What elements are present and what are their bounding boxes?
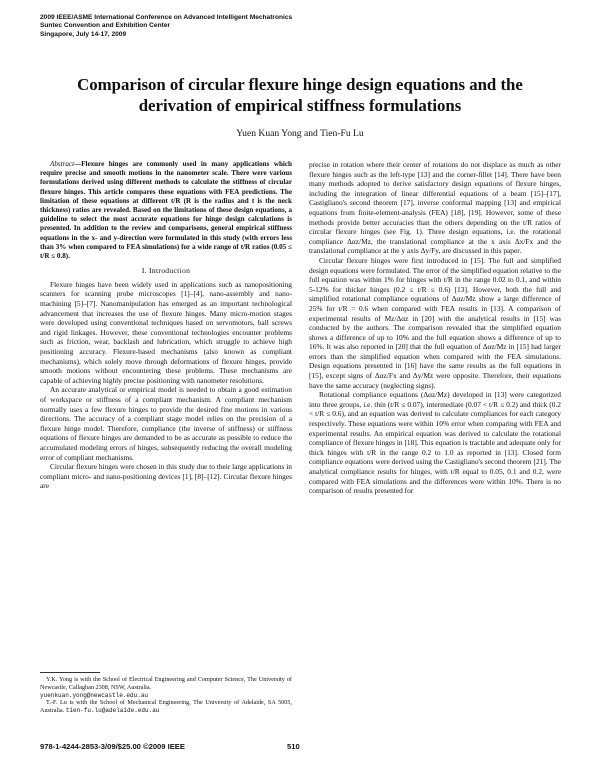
- footnote-author2-text: T.-F. Lu is with the School of Mechanical Engineering, The University of Adelaide, SA 5005, Australia.: [40, 699, 292, 715]
- author-footnotes: [40, 672, 292, 715]
- footer-isbn: 978-1-4244-2853-3/09/$25.00 ©2009 IEEE: [40, 742, 185, 751]
- left-column: [40, 160, 292, 491]
- footnote-email2: tien-fu.lu@adelaide.edu.au: [65, 707, 160, 715]
- conference-header: [40, 14, 340, 39]
- conference-date: Singapore, July 14-17, 2009: [40, 30, 127, 38]
- intro-paragraph: Circular flexure hinges were chosen in this study due to their large applications in compliant micro- and nano-positioning devices [1], [8]–[12]. Circular flexure hinges are: [40, 462, 292, 491]
- section-heading-introduction: I. Introduction: [141, 266, 191, 276]
- abstract-label: Abstract: [50, 160, 75, 168]
- footnote-email1: yuenkuan.yong@newcastle.edu.au: [40, 691, 149, 699]
- paper-authors: Yuen Kuan Yong and Tien-Fu Lu: [236, 128, 364, 139]
- abstract-text: —Flexure hinges are commonly used in many applications which require precise and smooth motions in the nanometer scale. There were various formulations derived using different methods to calculate the stiffness of circular flexure hinges. This article compares these equations with FEA predictions. The limitation of these equations at different t/R (R is the radius and t is the neck thickness) ratios are revealed. Based on the limitations of these design equations, a guideline to select the most accurate equations for hinge design calculations is presented. In addition to the review and comparisons, general empirical stiffness equations in the x- and y-direction were formulated in this study (with errors less than 3% when compared to FEA simulations) for a wide range of t/R ratios (0.05 ≤ t/R ≤ 0.8).: [40, 160, 292, 261]
- conference-venue: Suntec Convention and Exhibition Center: [40, 22, 171, 30]
- intro-paragraph: Flexure hinges have been widely used in applications such as nanopositioning scanners for scanning probe microscopes [1]–[4], nano-assembly and nano-machining [5]–[7]. Nanomanipulation has emerged as an important technological advancement that increases the use of flexure hinges. Many micro-motion stages were developed using conventional techniques based on servomotors, ball screws and rigid linkages. However, these conventional technologies encounter problems such as friction, wear, backlash and lubrication, which struggle to achieve high positioning accuracy. Flexure-based mechanisms (also known as compliant mechanisms), which solely move through deformations of flexure hinges, provide smooth motions without encountering these problems. These mechanisms are capable of achieving highly precise positioning with nanometer resolutions.: [40, 279, 292, 385]
- paper-title-line1: Comparison of circular flexure hinge design equations and the: [77, 75, 523, 94]
- paper-title-line2: derivation of empirical stiffness formulations: [138, 96, 462, 115]
- body-paragraph: precise in rotation where their center of rotations do not displace as much as other flexure hinges such as the left-type [13] and the corner-fillet [14]. There have been many methods adopted to derive satisfactory design equations of flexure hinges, including the integration of linear differential equations of a beam [15]–[17], Castigliano's second theorem [17], inverse conformal mapping [13] and empirical equations from finite-element-analysis (FEA) [18], [19]. However, some of these methods provide better accuracies than the others depending on the t/R ratios of circular flexure hinges (see Fig. 1). Three design equations, i.e. the rotational compliance Δαz/Mz, the translational compliance at the x axis Δx/Fx and the translational compliance at the y axis Δy/Fy, are discussed in this paper.: [309, 160, 561, 256]
- page-number: 510: [287, 742, 300, 751]
- intro-paragraph: An accurate analytical or empirical model is needed to obtain a good estimation of workspace or stiffness of a compliant mechanism. A compliant mechanism normally uses a few flexure hinges to provide the desired fine motions in various directions. The accuracy of a compliant stage model relies on the precision of a flexure hinge model. Therefore, compliance (the inverse of stiffness) or stiffness equations of flexure hinges are demanded to be as accurate as possible to reduce the accumulated modeling errors of hinges, subsequently reducing the overall modeling error of compliant mechanisms.: [40, 385, 292, 462]
- body-paragraph: Rotational compliance equations (Δαz/Mz) developed in [13] were categorized into three groups, i.e. thin (t/R ≤ 0.07), intermediate (0.07 < t/R ≤ 0.2) and thick (0.2 < t/R ≤ 0.6), and an equation was derived to calculate compliances for each category respectively. These equations were within 10% error when comparing with FEA and experimental results. An empirical equation was derived to calculate the rotational compliance of flexure hinges in [18]. This equation is tractable and adequate only for thick hinges with t/R in the range 0.2 to 1.0 as reported in [13]. Closed form compliance equations were derived using the Castigliano's second theorem [21]. The analytical compliance results for hinges, with t/R equal to 0.05, 0.1 and 0.2, were compared with FEA simulations and the differences were within 10%. There is no comparison of results presented for: [309, 390, 561, 496]
- footnote-author2: [40, 699, 292, 715]
- footnote-divider: [40, 672, 100, 673]
- footnote-author1: Y.K. Yong is with the School of Electrical Engineering and Computer Science, The University of Newcastle, Callaghan 2308, NSW, Australia.: [40, 676, 292, 691]
- paper-title: [40, 74, 560, 116]
- abstract: [40, 160, 292, 261]
- conference-name: 2009 IEEE/ASME International Conference on Advanced Intelligent Mechatronics: [40, 14, 293, 21]
- right-column: [309, 160, 561, 496]
- body-paragraph: Circular flexure hinges were first introduced in [15]. The full and simplified design equations were formulated. The error of the simplified equation relative to the full equation was within 1% for hinges with t/R in the range 0.02 to 0.1, and within 5-12% for thicker hinges (0.2 ≤ t/R ≤ 0.6) [13]. However, both the full and simplified rotational compliance equations of Δαz/Mz show a large difference of 25% for t/R = 0.6 when compared with FEA results in [13]. A comparison of experimental results of Mz/Δαz in [20] with the analytical results in [15] was conducted by the authors. The comparison revealed that the simplified equation shows a difference of up to 10% and the full equation shows a difference of up to 16%. It was also reported in [20] that the full equation of Δαz/Mz in [15] had larger errors than the simplified equation when compared with the FEA simulations. Design equations presented in [16] have the same results as the full equations in [15], except signs of Δαz/Fx and Δy/Mz were opposite. Therefore, their equations have the same accuracy (neglecting signs).: [309, 255, 561, 390]
